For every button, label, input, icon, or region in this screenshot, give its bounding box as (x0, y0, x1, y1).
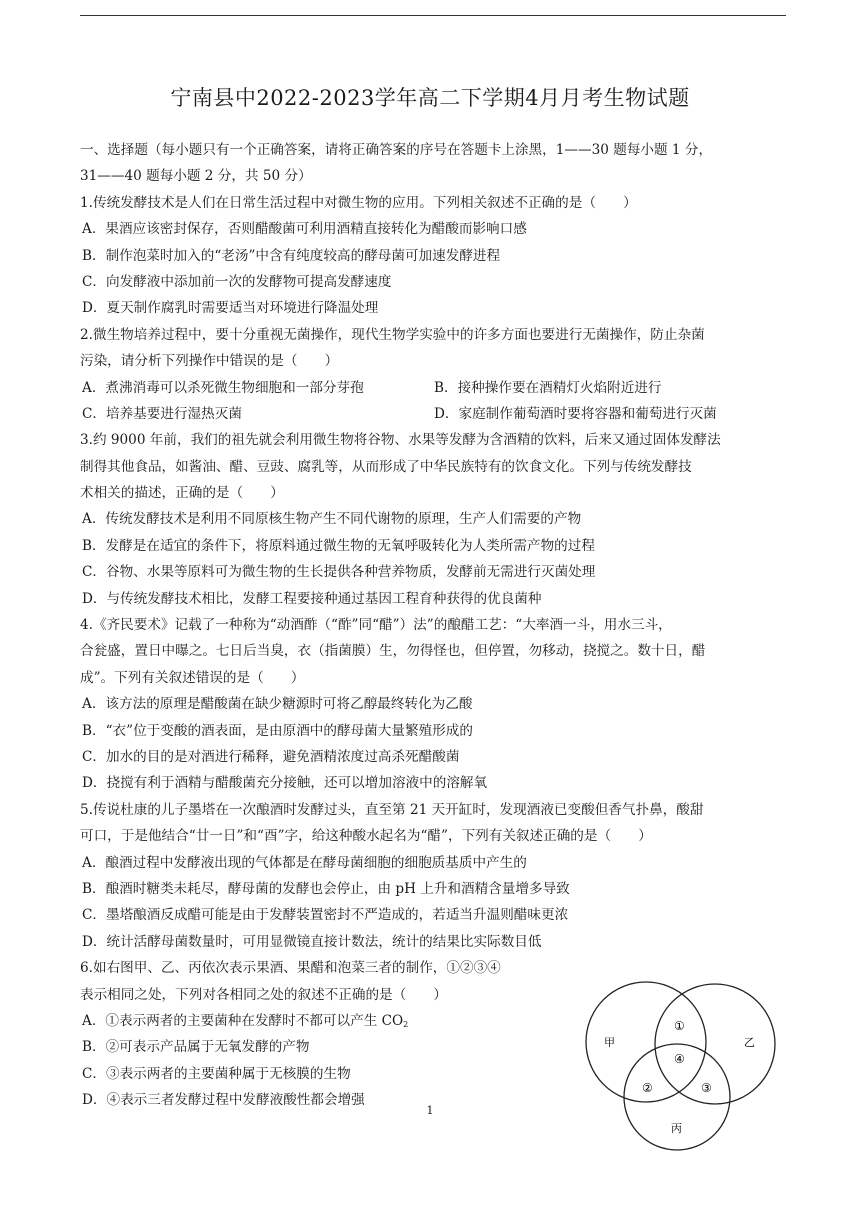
venn-region-1: ① (674, 1019, 685, 1034)
q6-option-a (80, 1008, 552, 1034)
page-title: 宁南县中2022-2023学年高二下学期4月月考生物试题 (170, 86, 690, 110)
q6-stem-line1: 6.如右图甲、乙、丙依次表示果酒、果醋和泡菜三者的制作，①②③④ (80, 960, 501, 977)
q6-option-c: C．③表示两者的主要菌种属于无核膜的生物 (82, 1065, 351, 1082)
q3-stem-line3: 术相关的描述，正确的是（ ） (80, 485, 284, 502)
venn-label-yi: 乙 (744, 1036, 755, 1050)
q1-stem: 1.传统发酵技术是人们在日常生活过程中对微生物的应用。下列相关叙述不正确的是（ ） (80, 194, 637, 211)
q3-option-b: B．发酵是在适宜的条件下，将原料通过微生物的无氧呼吸转化为人类所需产物的过程 (82, 537, 595, 554)
q3-option-c: C．谷物、水果等原料可为微生物的生长提供各种营养物质，发酵前无需进行灭菌处理 (82, 564, 596, 581)
q5-option-d: D．统计活酵母菌数量时，可用显微镜直接计数法，统计的结果比实际数目低 (82, 933, 542, 950)
q4-option-a: A．该方法的原理是醋酸菌在缺少糖源时可将乙醇最终转化为乙酸 (82, 696, 473, 713)
q4-option-b: B．“衣”位于变酸的酒表面，是由原酒中的酵母菌大量繁殖形成的 (82, 722, 473, 739)
venn-region-4: ④ (674, 1052, 685, 1067)
q6-option-a-subscript: 2 (403, 1019, 409, 1029)
venn-label-bing: 丙 (671, 1122, 682, 1136)
venn-region-3: ③ (701, 1081, 712, 1096)
q2-stem-line1: 2.微生物培养过程中，要十分重视无菌操作，现代生物学实验中的许多方面也要进行无菌操作，防止杂菌 (80, 326, 705, 343)
venn-diagram (574, 981, 804, 1151)
q5-option-a: A．酿酒过程中发酵液出现的气体都是在酵母菌细胞的细胞质基质中产生的 (82, 854, 527, 871)
q4-option-d: D．挠搅有利于酒精与醋酸菌充分接触，还可以增加溶液中的溶解氧 (82, 775, 488, 792)
header-rule (80, 15, 786, 16)
q2-options-row1 (80, 375, 786, 401)
q6-option-a-text: A．①表示两者的主要菌种在发酵时不都可以产生 CO (82, 1012, 404, 1029)
q6-block (80, 955, 786, 1136)
section-heading-line2: 31——40 题每小题 2 分，共 50 分） (80, 168, 312, 185)
venn-region-2: ② (642, 1081, 653, 1096)
section-heading-line1: 一、选择题（每小题只有一个正确答案，请将正确答案的序号在答题卡上涂黑，1——30 题每小题 1 分， (80, 142, 713, 158)
q1-option-c: C．向发酵液中添加前一次的发酵物可提高发酵速度 (82, 273, 392, 290)
q5-option-c: C．墨塔酿酒反成醋可能是由于发酵装置密封不严造成的，若适当升温则醋味更浓 (82, 907, 569, 924)
question-list (80, 137, 786, 1136)
q5-stem-line2: 可口，于是他结合“廿一日”和“酉”字，给这种酸水起名为“醋”，下列有关叙述正确的是（ ） (80, 828, 652, 845)
q2-option-c: C．培养基要进行湿热灭菌 (82, 405, 242, 422)
q1-option-a: A．果酒应该密封保存，否则醋酸菌可利用酒精直接转化为醋酸而影响口感 (82, 221, 527, 238)
page-number: 1 (426, 1104, 434, 1117)
q5-option-b: B．酿酒时糖类未耗尽，酵母菌的发酵也会停止，由 pH 上升和酒精含量增多导致 (82, 880, 570, 897)
q2-options-row2 (80, 401, 786, 427)
q6-stem-line2: 表示相同之处，下列对各相同之处的叙述不正确的是（ ） (80, 986, 448, 1003)
q4-option-c: C．加水的目的是对酒进行稀释，避免酒精浓度过高杀死醋酸菌 (82, 748, 460, 765)
venn-label-jia: 甲 (604, 1036, 615, 1050)
q5-stem-line1: 5.传说杜康的儿子墨塔在一次酿酒时发酵过头，直至第 21 天开缸时，发现酒液已变酸但香气扑鼻，酸甜 (80, 801, 704, 818)
q6-option-b: B．②可表示产品属于无氧发酵的产物 (82, 1039, 310, 1056)
q1-option-b: B．制作泡菜时加入的“老汤”中含有纯度较高的酵母菌可加速发酵进程 (82, 247, 501, 264)
q2-option-d: D．家庭制作葡萄酒时要将容器和葡萄进行灭菌 (434, 405, 717, 422)
q2-option-a: A．煮沸消毒可以杀死微生物细胞和一部分芽孢 (82, 379, 364, 396)
q3-stem-line2: 制得其他食品，如酱油、醋、豆豉、腐乳等，从而形成了中华民族特有的饮食文化。下列与传统发酵技 (80, 458, 692, 475)
q3-option-d: D．与传统发酵技术相比，发酵工程要接种通过基因工程育种获得的优良菌种 (82, 590, 542, 607)
q6-option-d: D．④表示三者发酵过程中发酵液酸性都会增强 (82, 1092, 365, 1109)
q4-stem-line1: 4.《齐民要术》记载了一种称为“动酒酢（“酢”同“醋”）法”的酿醋工艺：“大率酒一斗，用水三斗， (80, 617, 672, 634)
q4-stem-line3: 成”。下列有关叙述错误的是（ ） (80, 669, 305, 686)
q1-option-d: D．夏天制作腐乳时需要适当对环境进行降温处理 (82, 300, 379, 317)
q3-option-a: A．传统发酵技术是利用不同原核生物产生不同代谢物的原理，生产人们需要的产物 (82, 511, 582, 528)
q2-option-b: B．接种操作要在酒精灯火焰附近进行 (434, 379, 662, 396)
q3-stem-line1: 3.约 9000 年前，我们的祖先就会利用微生物将谷物、水果等发酵为含酒精的饮料，后来又通过固体发酵法 (80, 432, 721, 449)
q4-stem-line2: 合瓮盛，置日中曝之。七日后当臭，衣（指菌膜）生，勿得怪也，但停置，勿移动，挠搅之。数十日，醋 (80, 643, 706, 660)
q2-stem-line2: 污染，请分析下列操作中错误的是（ ） (80, 353, 339, 370)
